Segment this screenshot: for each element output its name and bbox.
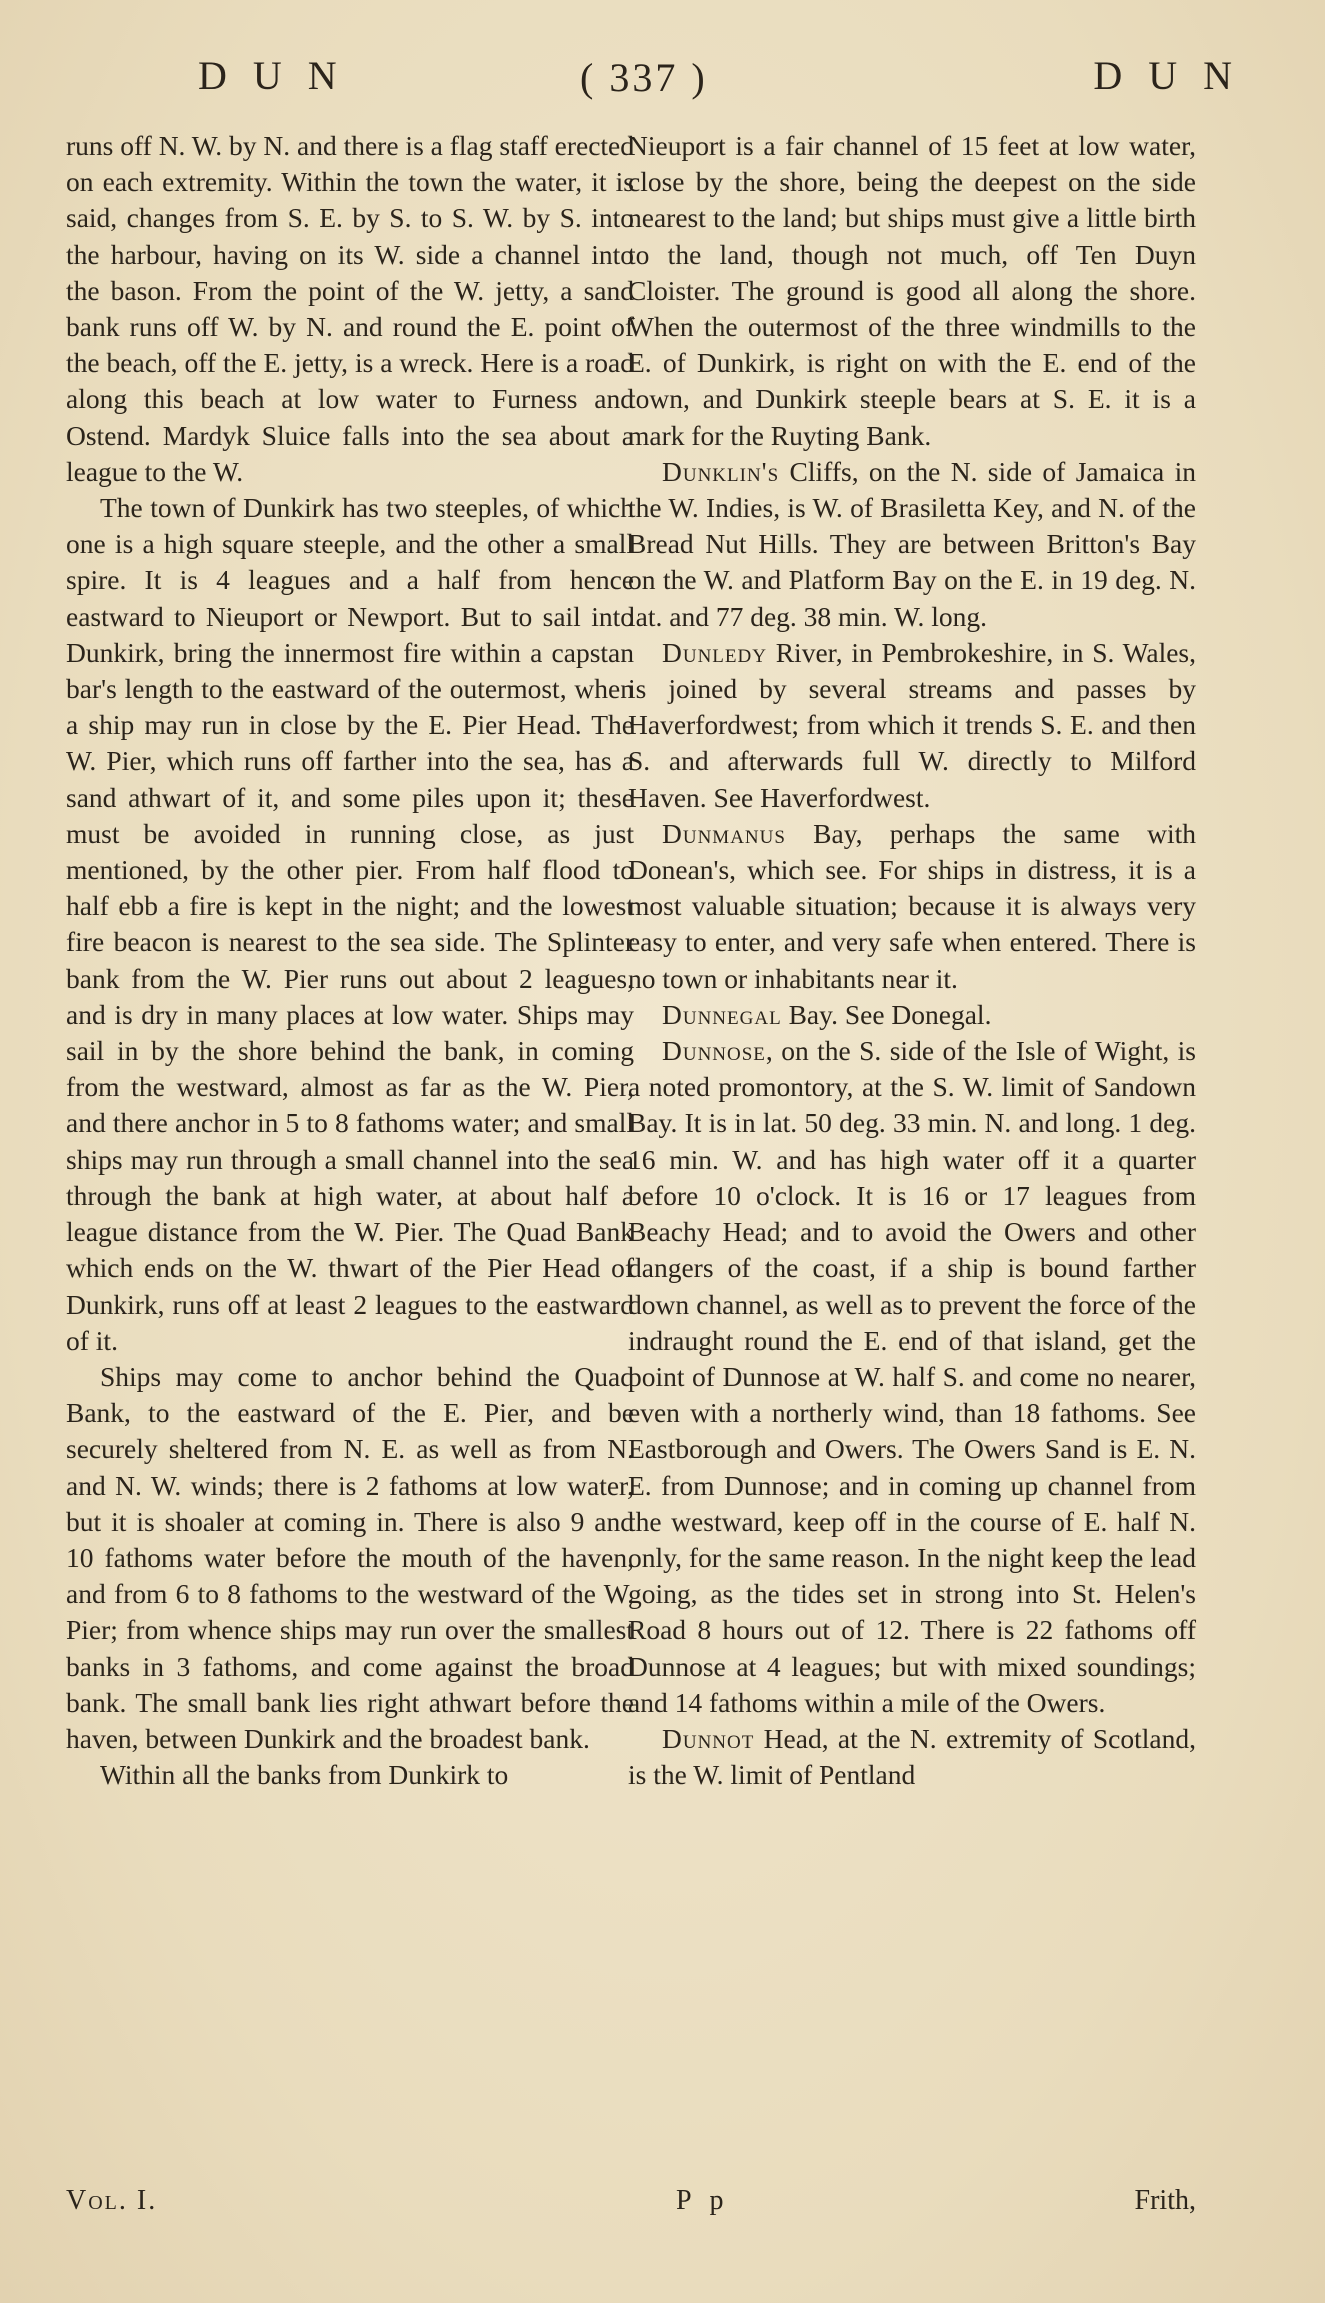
signature-mark: P p: [676, 2185, 730, 2216]
entry-paragraph: [628, 816, 1196, 997]
paragraph: The town of Dunkirk has two steeples, of which one is a high square steeple, and the other a small spire. It is 4 leagues and a half from hence eastward to Nieuport or Newport. But to sail into Dunkirk, bring the innermost fire within a capstan bar's length to the eastward of the outermost, when a ship may run in close by the E. Pier Head. The W. Pier, which runs off farther into the sea, has a sand athwart of it, and some piles upon it; these must be avoided in running close, as just mentioned, by the other pier. From half flood to half ebb a fire is kept in the night; and the lowest fire beacon is nearest to the sea side. The Splinter bank from the W. Pier runs out about 2 leagues, and is dry in many places at low water. Ships may sail in by the shore behind the bank, in coming from the westward, almost as far as the W. Pier, and there anchor in 5 to 8 fathoms water; and small ships may run through a small channel into the sea through the bank at high water, at about half a league distance from the W. Pier. The Quad Bank which ends on the W. thwart of the Pier Head of Dunkirk, runs off at least 2 leagues to the eastward of it.: [66, 492, 634, 1356]
entry-paragraph: [628, 1721, 1196, 1793]
entry-headword: Dunnegal: [662, 998, 782, 1030]
running-header: [150, 52, 1280, 112]
paragraph: Within all the banks from Dunkirk to: [100, 1759, 509, 1791]
entry-headword: Dunklin's: [662, 455, 780, 487]
right-column: [628, 128, 1196, 1793]
entry-paragraph: [628, 1033, 1196, 1721]
header-left-word: D U N: [198, 53, 345, 98]
entry-paragraph: [628, 128, 1196, 454]
volume-label: Vol. I.: [66, 2185, 158, 2216]
entry-paragraph: [628, 997, 1196, 1033]
entry-headword: Dunmanus: [662, 817, 786, 849]
catchword: Frith,: [1134, 2185, 1196, 2216]
entry-headword: Dunnot: [662, 1722, 755, 1754]
page-number: ( 337 ): [580, 55, 708, 100]
entry-headword: Dunledy: [662, 636, 767, 668]
header-right-word: D U N: [1093, 53, 1240, 98]
page-footer: [66, 2185, 1196, 2225]
entry-paragraph: [628, 635, 1196, 816]
entry-text: Cliffs, on the N. side of Jamaica in the W. Indies, is W. of Brasiletta Key, and N. of the Bread Nut Hills. They are between Britton's Bay on the W. and Platform Bay on the E. in 19 deg. N. lat. and 77 deg. 38 min. W. long.: [628, 455, 1196, 632]
entry-text: , on the S. side of the Isle of Wight, is a noted promontory, at the S. W. limit of Sandown Bay. It is in lat. 50 deg. 33 min. N. and long. 1 deg. 16 min. W. and has high water off it a quarter before 10 o'clock. It is 16 or 17 leagues from Beachy Head; and to avoid the Owers and other dangers of the coast, if a ship is bound farther down channel, as well as to prevent the force of the indraught round the E. end of that island, get the point of Dunnose at W. half S. and come no nearer, even with a northerly wind, than 18 fathoms. See Eastborough and Owers. The Owers Sand is E. N. E. from Dunnose; and in coming up channel from the westward, keep off in the course of E. half N. only, for the same reason. In the night keep the lead going, as the tides set in strong into St. Helen's Road 8 hours out of 12. There is 22 fathoms off Dunnose at 4 leagues; but with mixed soundings; and 14 fathoms within a mile of the Owers.: [628, 1035, 1196, 1718]
paragraph: Ships may come to anchor behind the Quad Bank, to the eastward of the E. Pier, and be securely sheltered from N. E. as well as from N. and N. W. winds; there is 2 fathoms at low water, but it is shoaler at coming in. There is also 9 and 10 fathoms water before the mouth of the haven, and from 6 to 8 fathoms to the westward of the W. Pier; from whence ships may run over the smallest banks in 3 fathoms, and come against the broad bank. The small bank lies right athwart before the haven, between Dunkirk and the broadest bank.: [66, 1360, 634, 1754]
entry-text: Nieuport is a fair channel of 15 feet at low water, close by the shore, being the deepest on the side nearest to the land; but ships must give a little birth to the land, though not much, off Ten Duyn Cloister. The ground is good all along the shore. When the outermost of the three windmills to the E. of Dunkirk, is right on with the E. end of the town, and Dunkirk steeple bears at S. E. it is a mark for the Ruyting Bank.: [628, 130, 1196, 451]
paragraph: runs off N. W. by N. and there is a flag staff erected on each extremity. Within the town the water, it is said, changes from S. E. by S. to S. W. by S. into the harbour, having on its W. side a channel into the bason. From the point of the W. jetty, a sand bank runs off W. by N. and round the E. point of the beach, off the E. jetty, is a wreck. Here is a road along this beach at low water to Furness and Ostend. Mardyk Sluice falls into the sea about a league to the W.: [66, 130, 634, 487]
entry-text: Bay, perhaps the same with Donean's, which see. For ships in distress, it is a most valuable situation; because it is always very easy to enter, and very safe when entered. There is no town or inhabitants near it.: [628, 817, 1196, 994]
entry-text: River, in Pembrokeshire, in S. Wales, is joined by several streams and passes by Haverfordwest; from which it trends S. E. and then S. and afterwards full W. directly to Milford Haven. See Haverfordwest.: [628, 636, 1196, 813]
entry-headword: Dunnose: [662, 1035, 766, 1067]
left-column: [66, 128, 634, 1793]
entry-paragraph: [628, 454, 1196, 635]
entry-text: Bay. See Donegal.: [781, 998, 992, 1030]
entry-text: Head, at the N. extremity of Scotland, is the W. limit of Pentland: [628, 1722, 1196, 1791]
